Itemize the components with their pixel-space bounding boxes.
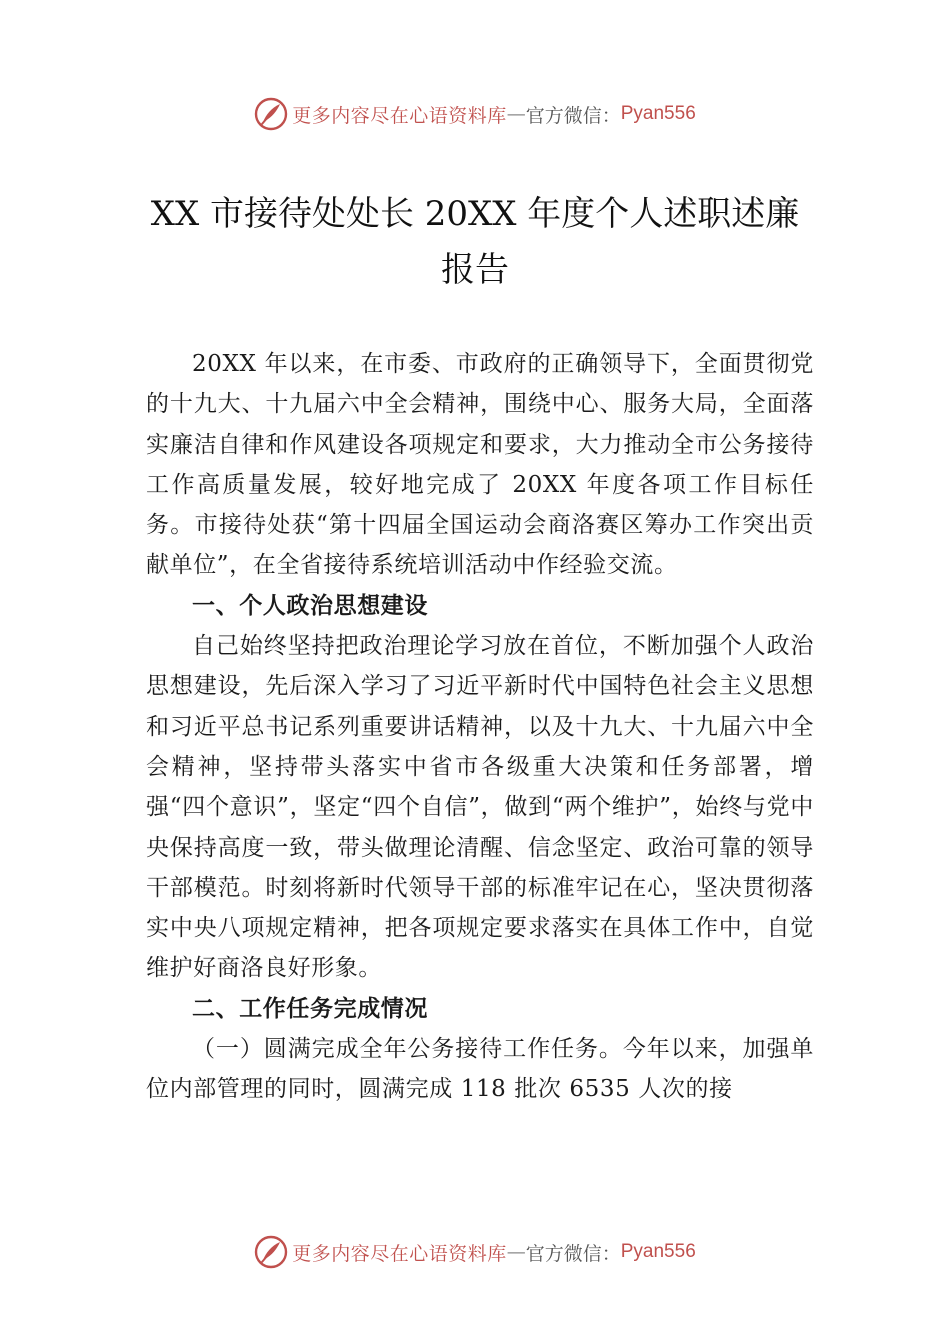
banner-separator: — xyxy=(506,103,526,125)
banner-main-text: 更多内容尽在心语资料库 xyxy=(292,1242,507,1265)
banner-wechat-id: Pyan556 xyxy=(620,103,696,124)
banner-wechat-label: 官方微信： xyxy=(525,104,621,127)
title-line-1: XX 市接待处处长 20XX 年度个人述职述廉 xyxy=(150,194,800,234)
section-1-heading: 一、个人政治思想建设 xyxy=(192,592,428,619)
document-body xyxy=(146,344,814,1110)
banner-wechat-label: 官方微信： xyxy=(525,1242,621,1265)
header-banner xyxy=(0,94,950,134)
banner-main-text: 更多内容尽在心语资料库 xyxy=(292,104,507,127)
intro-paragraph: 20XX 年以来，在市委、市政府的正确领导下，全面贯彻党的十九大、十九届六中全会精神，围绕中心、服务大局，全面落实廉洁自律和作风建设各项规定和要求，大力推动全市公务接待工作高质量发展，较好地完成了 20XX 年度各项工作目标任务。市接待处获“第十四届全国运动会商洛赛区筹办工作突出贡献单位”，在全省接待系统培训活动中作经验交流。 xyxy=(146,351,814,579)
feather-pen-logo-icon xyxy=(254,97,288,131)
document-title xyxy=(100,186,850,298)
footer-banner xyxy=(0,1232,950,1272)
banner-wechat-id: Pyan556 xyxy=(620,1241,696,1262)
feather-pen-logo-icon xyxy=(254,1235,288,1269)
section-2-paragraph: （一）圆满完成全年公务接待工作任务。今年以来，加强单位内部管理的同时，圆满完成 118 批次 6535 人次的接 xyxy=(146,1036,814,1103)
title-line-2: 报告 xyxy=(441,250,509,290)
section-2-heading: 二、工作任务完成情况 xyxy=(192,995,428,1022)
section-1-paragraph: 自己始终坚持把政治理论学习放在首位，不断加强个人政治思想建设，先后深入学习了习近平新时代中国特色社会主义思想和习近平总书记系列重要讲话精神，以及十九大、十九届六中全会精神，坚持带头落实中省市各级重大决策和任务部署，增强“四个意识”，坚定“四个自信”，做到“两个维护”，始终与党中央保持高度一致，带头做理论清醒、信念坚定、政治可靠的领导干部模范。时刻将新时代领导干部的标准牢记在心，坚决贯彻落实中央八项规定精神，把各项规定要求落实在具体工作中，自觉维护好商洛良好形象。 xyxy=(146,633,814,982)
banner-separator: — xyxy=(506,1241,526,1263)
